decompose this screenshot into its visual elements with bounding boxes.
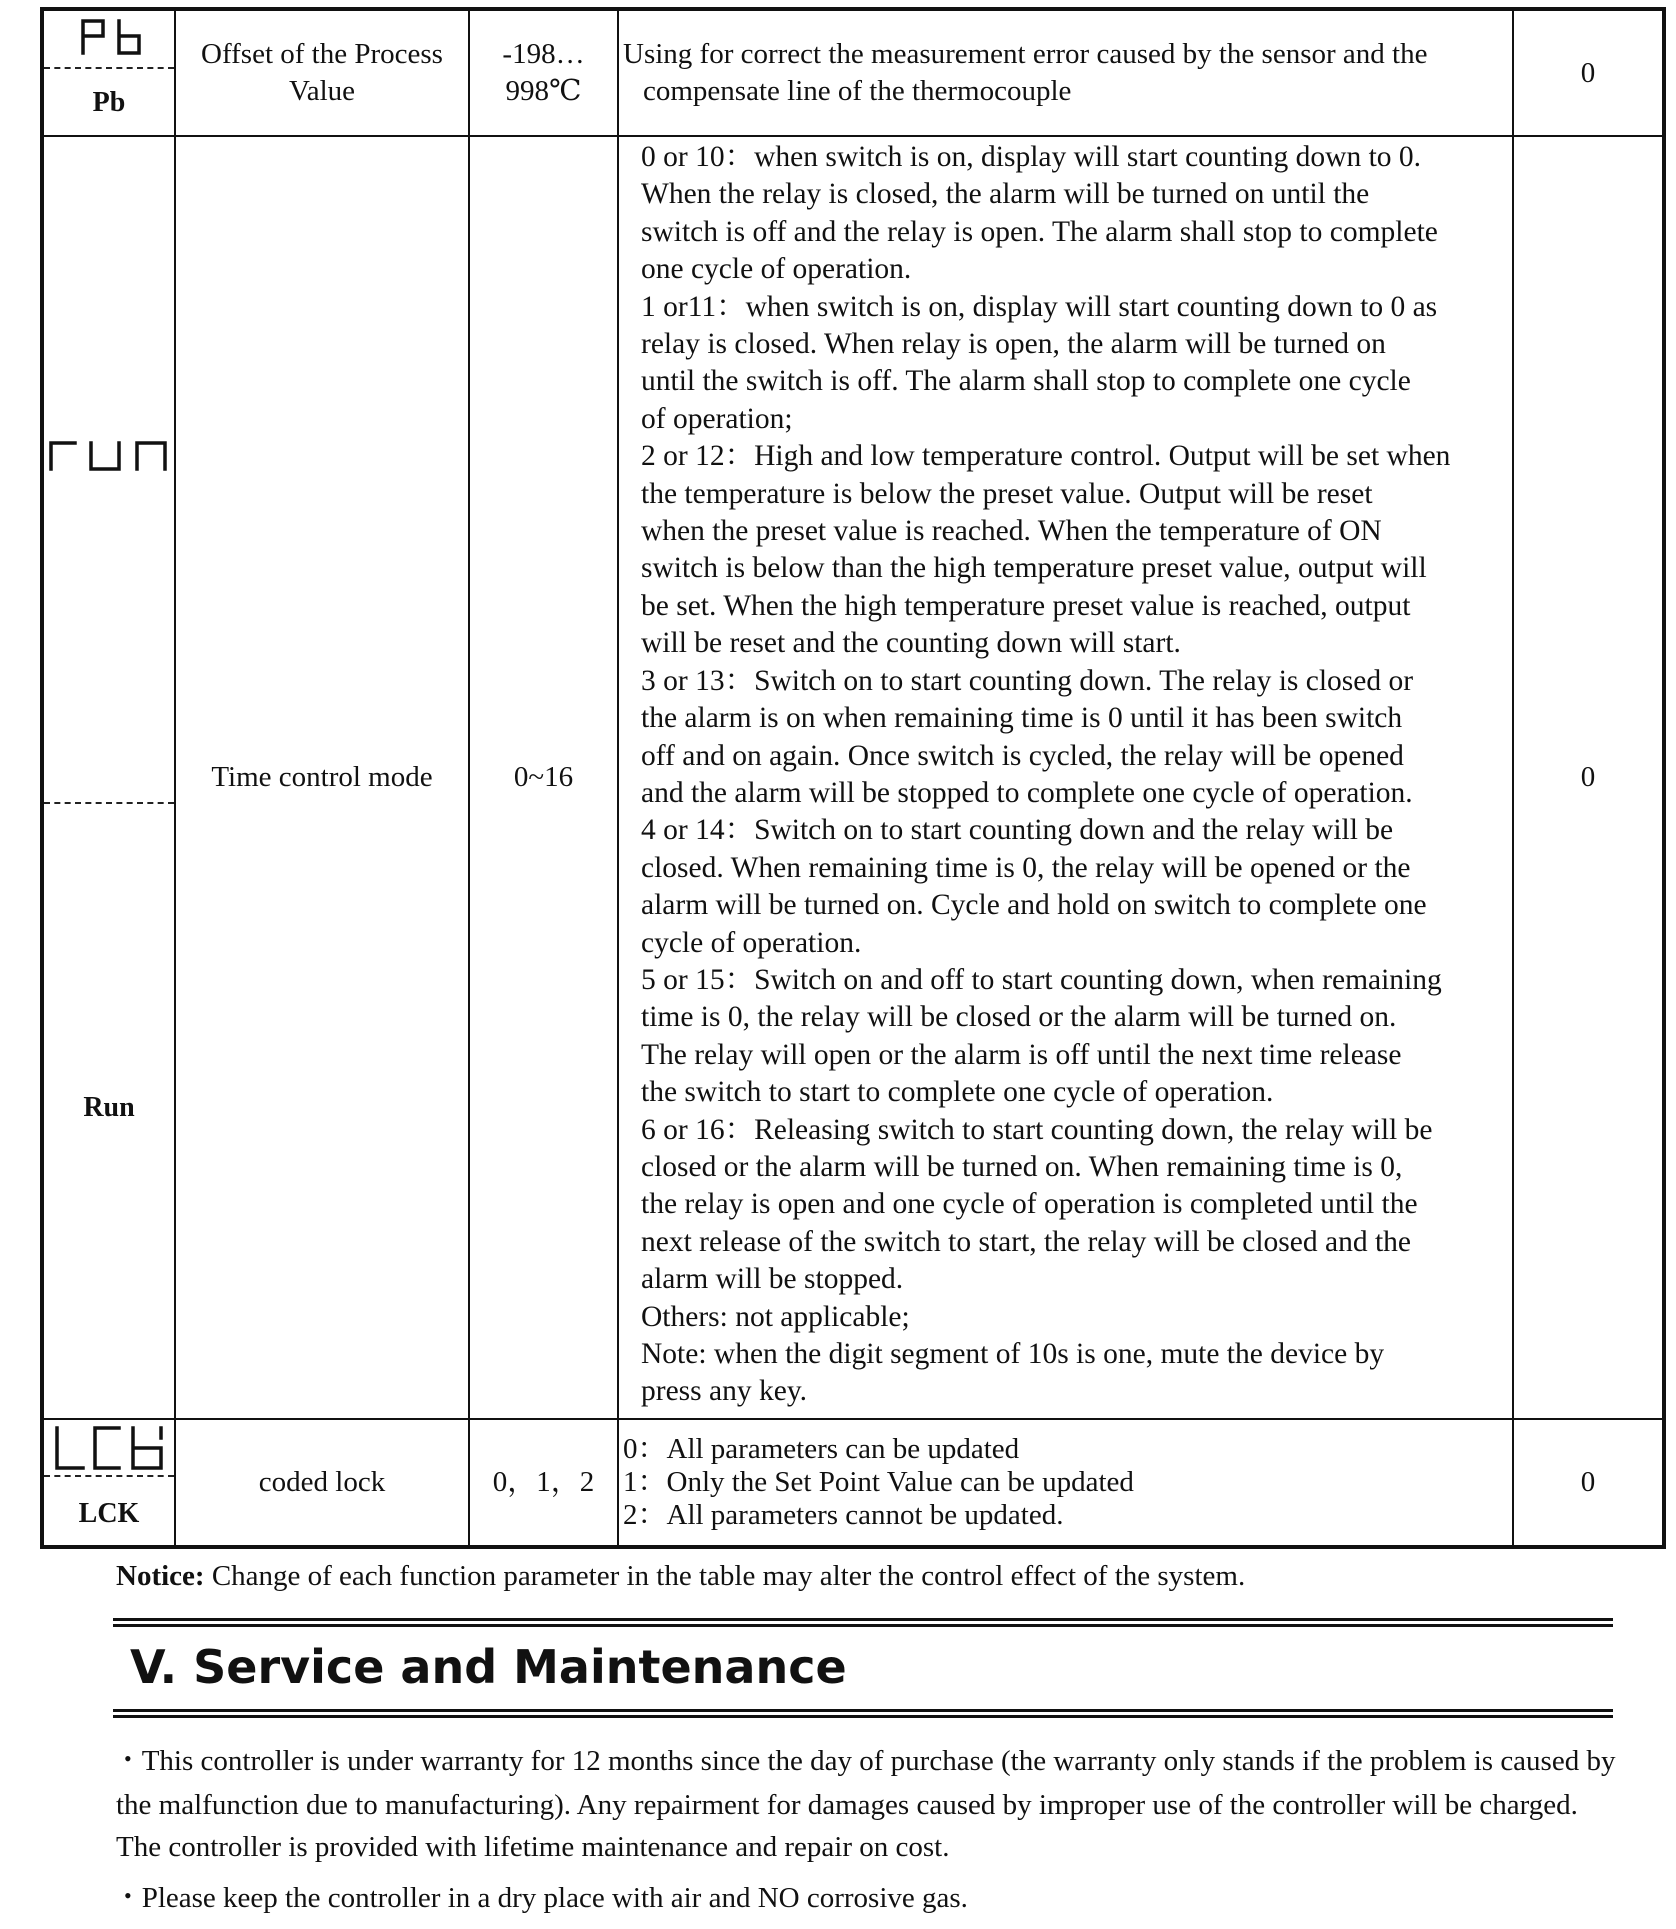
description-line: Using for correct the measurement error caused by the sensor and the bbox=[623, 38, 1428, 70]
description-line: 0：All parameters can be updated bbox=[623, 1433, 1020, 1465]
description-line: closed or the alarm will be turned on. When remaining time is 0, bbox=[641, 1150, 1403, 1183]
notice-label: Notice: bbox=[116, 1560, 205, 1592]
code-cell bbox=[42, 1419, 175, 1547]
description-line: will be reset and the counting down will start. bbox=[641, 627, 1181, 660]
name-line: Offset of the Process bbox=[201, 38, 443, 70]
description-line: until the switch is off. The alarm shall stop to complete one cycle bbox=[641, 365, 1411, 398]
paragraph-text: Please keep the controller in a dry place with air and NO corrosive gas. bbox=[141, 1882, 968, 1914]
table-row bbox=[42, 9, 1664, 136]
description-line: compensate line of the thermocouple bbox=[643, 75, 1072, 107]
description-line: time is 0, the relay will be closed or the alarm will be turned on. bbox=[641, 1001, 1397, 1034]
table-row bbox=[42, 1419, 1664, 1547]
description-line: press any key. bbox=[641, 1375, 808, 1408]
section-rule-top bbox=[113, 1618, 1613, 1627]
bullet-icon: • bbox=[124, 1883, 132, 1908]
code-name: Pb bbox=[92, 87, 126, 118]
code-cell bbox=[42, 136, 175, 1419]
parameter-description bbox=[618, 9, 1513, 136]
description-line: 3 or 13：Switch on to start counting down. The relay is closed or bbox=[641, 664, 1414, 697]
lck-segment-glyph bbox=[47, 1424, 171, 1472]
description-line: switch is off and the relay is open. The alarm shall stop to complete bbox=[641, 215, 1438, 248]
section-rule-bottom bbox=[113, 1709, 1613, 1718]
description-line: When the relay is closed, the alarm will be turned on until the bbox=[641, 178, 1370, 211]
parameter-name: Time control mode bbox=[175, 136, 469, 1419]
parameter-range: 0~16 bbox=[469, 136, 618, 1419]
description-line: 1：Only the Set Point Value can be updated bbox=[623, 1466, 1134, 1498]
parameter-description bbox=[618, 136, 1513, 1419]
section-title: V. Service and Maintenance bbox=[130, 1640, 847, 1694]
code-name: Run bbox=[83, 1092, 135, 1123]
description-line: cycle of operation. bbox=[641, 926, 862, 959]
warranty-paragraph bbox=[116, 1740, 1626, 1868]
description-line: the relay is open and one cycle of operation is completed until the bbox=[641, 1188, 1418, 1221]
description-line: when the preset value is reached. When the temperature of ON bbox=[641, 515, 1382, 548]
code-cell bbox=[42, 9, 175, 136]
description-line: 6 or 16：Releasing switch to start counting down, the relay will be bbox=[641, 1113, 1433, 1146]
run-segment-glyph bbox=[47, 437, 171, 473]
parameter-name: coded lock bbox=[175, 1419, 469, 1547]
default-value: 0 bbox=[1513, 1419, 1664, 1547]
code-divider bbox=[44, 1475, 174, 1477]
description-line: next release of the switch to start, the relay will be closed and the bbox=[641, 1225, 1412, 1258]
description-line: switch is below than the high temperature preset value, output will bbox=[641, 552, 1427, 585]
description-line: 2 or 12：High and low temperature control. Output will be set when bbox=[641, 440, 1451, 473]
description-line: The relay will open or the alarm is off until the next time release bbox=[641, 1038, 1402, 1071]
notice-text bbox=[116, 1560, 1245, 1593]
parameter-range bbox=[469, 9, 618, 136]
description-line: 2：All parameters cannot be updated. bbox=[623, 1499, 1064, 1531]
description-line: the alarm is on when remaining time is 0 until it has been switch bbox=[641, 702, 1403, 735]
bullet-icon: • bbox=[124, 1746, 132, 1771]
storage-paragraph bbox=[116, 1877, 1626, 1921]
description-line: one cycle of operation. bbox=[641, 253, 912, 286]
description-line: off and on again. Once switch is cycled, the relay will be opened bbox=[641, 739, 1404, 772]
segment-display-pb bbox=[44, 17, 174, 57]
description-line: and the alarm will be stopped to complete one cycle of operation. bbox=[641, 776, 1413, 809]
description-line: 0 or 10：when switch is on, display will start counting down to 0. bbox=[641, 141, 1422, 173]
description-line: 4 or 14：Switch on to start counting down and the relay will be bbox=[641, 814, 1394, 847]
description-line: Note: when the digit segment of 10s is one, mute the device by bbox=[641, 1338, 1385, 1370]
range-line: 998℃ bbox=[505, 75, 582, 107]
description-line: 1 or11：when switch is on, display will start counting down to 0 as bbox=[641, 290, 1438, 323]
default-value: 0 bbox=[1513, 136, 1664, 1419]
parameter-name bbox=[175, 9, 469, 136]
pb-segment-glyph bbox=[69, 17, 149, 57]
code-divider bbox=[44, 67, 174, 69]
segment-display-lck bbox=[44, 1424, 174, 1472]
notice-body: Change of each function parameter in the table may alter the control effect of the system. bbox=[204, 1560, 1246, 1592]
description-line: alarm will be turned on. Cycle and hold on switch to complete one bbox=[641, 889, 1427, 922]
range-line: -198… bbox=[502, 38, 585, 70]
name-line: Value bbox=[288, 75, 356, 107]
segment-display-run bbox=[44, 437, 174, 473]
code-divider bbox=[44, 802, 174, 804]
description-line: Others: not applicable; bbox=[641, 1300, 910, 1333]
description-line: 5 or 15：Switch on and off to start counting down, when remaining bbox=[641, 963, 1442, 996]
table-row bbox=[42, 136, 1664, 1419]
parameter-description bbox=[618, 1419, 1513, 1547]
description-line: the temperature is below the preset value. Output will be reset bbox=[641, 477, 1373, 510]
description-line: of operation; bbox=[641, 402, 793, 435]
code-name: LCK bbox=[78, 1498, 140, 1529]
parameter-range: 0，1，2 bbox=[469, 1419, 618, 1547]
parameter-table bbox=[40, 7, 1666, 1549]
default-value: 0 bbox=[1513, 9, 1664, 136]
description-line: alarm will be stopped. bbox=[641, 1263, 904, 1296]
description-line: be set. When the high temperature preset value is reached, output bbox=[641, 589, 1411, 622]
description-line: the switch to start to complete one cycle of operation. bbox=[641, 1076, 1274, 1109]
description-line: relay is closed. When relay is open, the alarm will be turned on bbox=[641, 328, 1386, 361]
paragraph-text: This controller is under warranty for 12 months since the day of purchase (the warranty only stands if the problem is caused by the malfunction due to manufacturing). Any repairment for damages caused by improper use of the controller will be charged. The controller is provided with lifetime maintenance and repair on cost. bbox=[116, 1745, 1616, 1863]
description-line: closed. When remaining time is 0, the relay will be opened or the bbox=[641, 851, 1411, 884]
